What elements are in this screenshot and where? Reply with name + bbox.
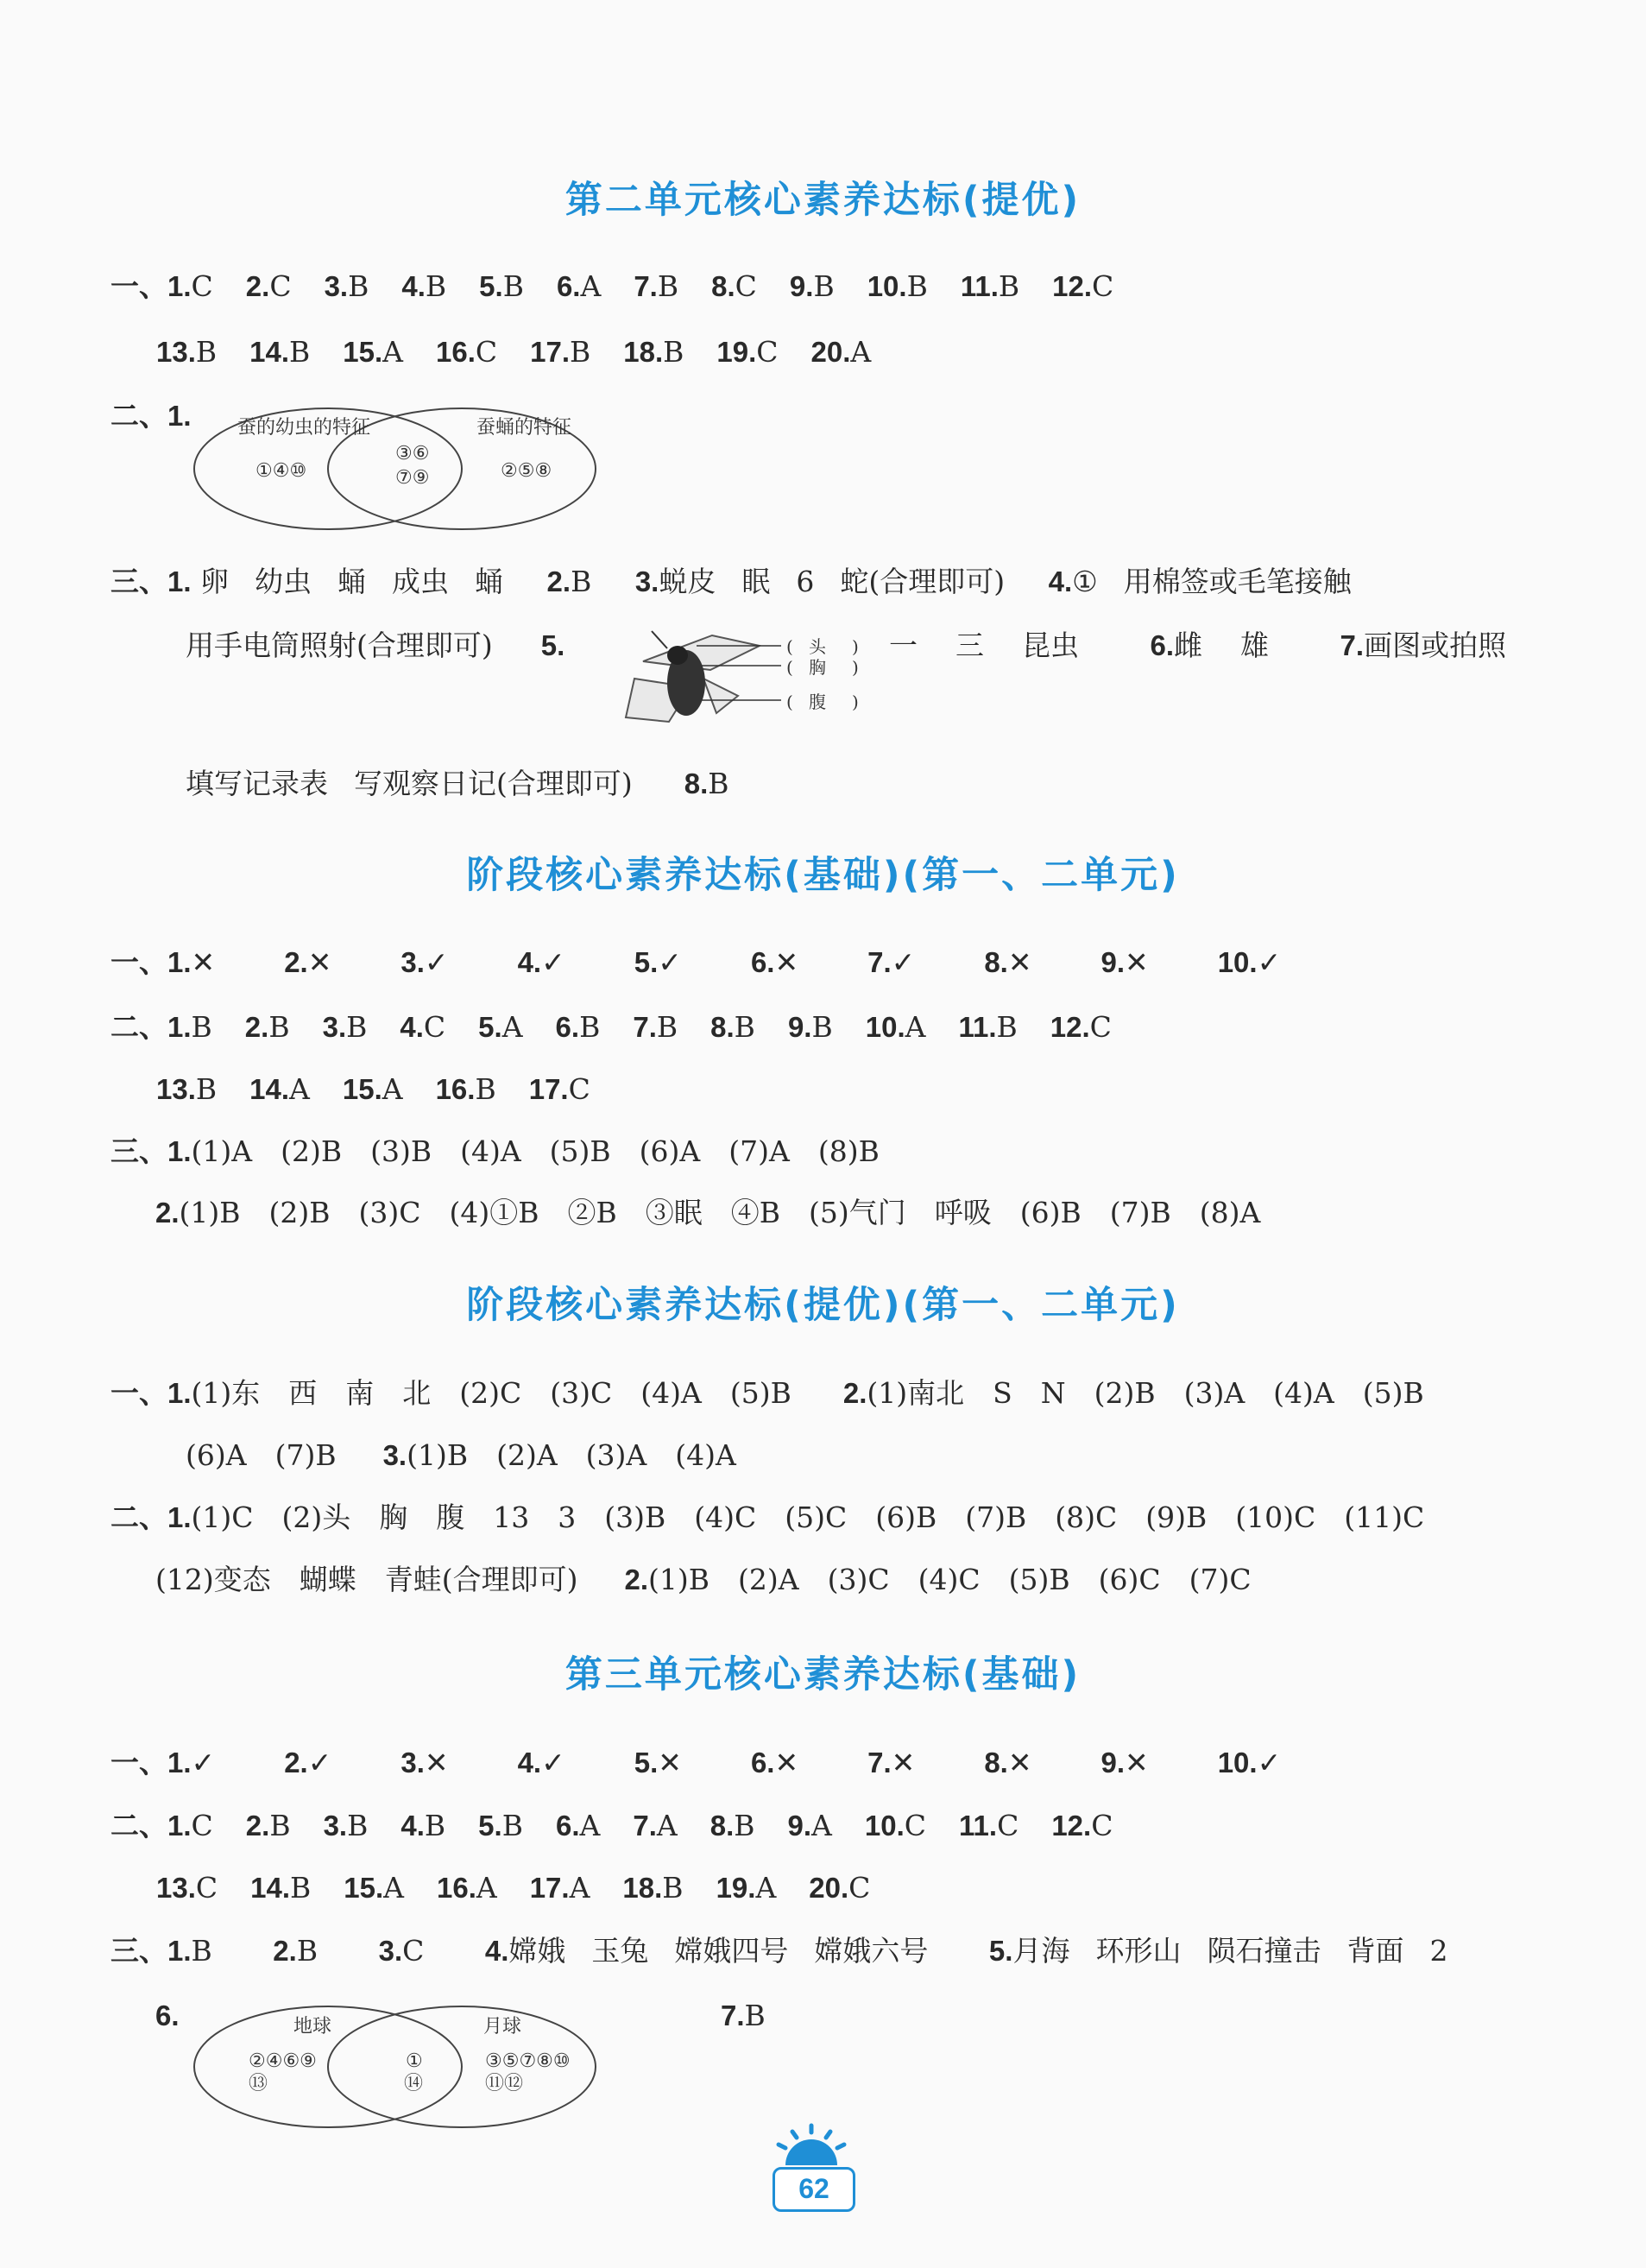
venn2-mid-line2: ⑭ <box>404 2073 424 2094</box>
question-number: 11. <box>960 270 999 302</box>
answer-value: ✕ <box>1007 945 1032 979</box>
answer-item <box>343 335 403 370</box>
answer-item <box>865 1809 926 1843</box>
answer-value: A <box>383 1871 404 1905</box>
answer-value: B <box>662 1871 684 1905</box>
answer-item <box>167 945 215 980</box>
s3-line3: 二、1.(1)C (2)头 胸 腹 13 3 (3)B (4)C (5)C (6)B (7)B (8)C (9)B (10)C (11)C <box>110 1500 1425 1534</box>
answer-item <box>623 335 684 370</box>
answer-item <box>250 1871 311 1905</box>
question-number: 1. <box>167 270 192 302</box>
s2-part3-line1: 三、1.(1)A (2)B (3)B (4)A (5)B (6)A (7)A (8)B <box>110 1134 880 1168</box>
question-number: 4. <box>401 270 426 302</box>
question-number: 8. <box>711 270 735 302</box>
question-number: 12. <box>1052 270 1093 302</box>
question-number: 7. <box>633 1011 657 1043</box>
question-number: 8. <box>709 1810 735 1842</box>
insect-diagram <box>609 627 867 730</box>
answer-item <box>1218 945 1282 980</box>
question-number: 1. <box>167 946 192 978</box>
answer-item <box>249 335 310 370</box>
answer-item <box>246 1809 291 1843</box>
answer-value: B <box>811 1010 833 1044</box>
answer-value: ✓ <box>658 945 682 979</box>
answer-value: B <box>268 1010 290 1044</box>
answer-value: A <box>580 269 602 303</box>
answer-value: ✕ <box>1125 945 1149 979</box>
answer-value: C <box>423 1010 446 1044</box>
answer-value: ✓ <box>307 1746 332 1779</box>
answer-item <box>1101 1746 1149 1780</box>
svg-text:): ) <box>852 636 859 657</box>
answer-value: C <box>269 269 292 303</box>
answer-item <box>984 945 1031 980</box>
answer-value: A <box>289 1072 310 1106</box>
question-number: 5. <box>479 270 503 302</box>
question-number: 3. <box>322 1011 347 1043</box>
question-number: 3. <box>324 270 349 302</box>
question-number: 5. <box>634 1747 659 1778</box>
answer-item <box>478 1809 523 1843</box>
answer-value: ✕ <box>658 1746 682 1779</box>
part-prefix: 一、 <box>110 269 167 303</box>
question-number: 7. <box>633 1810 657 1842</box>
answer-item <box>529 1072 590 1107</box>
question-number: 6. <box>556 270 581 302</box>
answer-item <box>1050 1010 1112 1045</box>
answer-item <box>961 269 1019 304</box>
answer-item <box>710 1809 755 1843</box>
s4-part2-line2 <box>156 1871 903 1905</box>
venn-mid-line1: ③⑥ <box>395 443 430 464</box>
part-prefix: 一、 <box>110 945 167 979</box>
section-title-4: 第三单元核心素养达标(基础) <box>564 1653 1082 1696</box>
venn-right-title: 蚕蛹的特征 <box>476 417 572 439</box>
answer-value: B <box>346 1010 368 1044</box>
s4-q6-label: 6. <box>155 2000 180 2031</box>
answer-value: C <box>475 335 498 369</box>
s1-part1-line1 <box>110 269 1146 304</box>
question-number: 7. <box>867 946 892 978</box>
s3-line4: (12)变态 蝴蝶 青蛙(合理即可) 2.(1)B (2)A (3)C (4)C (5)B (6)C (7)C <box>155 1563 1252 1596</box>
question-number: 16. <box>436 336 476 368</box>
insect-label-head: 头 <box>809 636 826 657</box>
answer-item <box>1051 1809 1113 1843</box>
answer-value: C <box>1092 269 1114 303</box>
answer-item <box>284 1746 331 1780</box>
svg-text:(: ( <box>786 692 793 712</box>
answer-value: ✕ <box>774 945 799 979</box>
answer-value: B <box>734 1010 755 1044</box>
answer-value: B <box>502 269 524 303</box>
answer-item <box>1052 269 1113 304</box>
answer-value: A <box>755 1871 777 1905</box>
answer-value: B <box>269 1809 291 1842</box>
answer-item <box>401 269 446 304</box>
answer-item <box>557 269 601 304</box>
answer-item <box>156 1072 217 1107</box>
answer-item <box>436 1072 496 1107</box>
answer-value: C <box>191 269 213 303</box>
question-number: 17. <box>528 1073 569 1105</box>
answer-value: A <box>382 1072 403 1106</box>
question-number: 1. <box>167 1011 192 1043</box>
question-number: 2. <box>284 946 308 978</box>
answer-item <box>711 269 757 304</box>
answer-item <box>479 269 524 304</box>
s1-part3-line1: 三、1. 卵 幼虫 蛹 成虫 蛹 2.B 3.蜕皮 眠 6 蛇(合理即可) 4.① 用棉签或毛笔接触 <box>110 565 1352 598</box>
question-number: 10. <box>865 1011 905 1043</box>
answer-value: ✕ <box>424 1746 449 1779</box>
answer-value: C <box>735 269 757 303</box>
question-number: 9. <box>789 270 814 302</box>
answer-item <box>249 1072 310 1107</box>
answer-item <box>156 1871 218 1905</box>
question-number: 14. <box>249 1073 290 1105</box>
answer-value: B <box>906 269 928 303</box>
answer-item <box>867 269 928 304</box>
sun-icon <box>768 2122 855 2165</box>
question-number: 1. <box>167 1747 192 1778</box>
answer-value: A <box>476 1871 497 1905</box>
question-number: 17. <box>529 1872 570 1904</box>
answer-value: B <box>289 335 311 369</box>
part-prefix: 二、 <box>110 1809 167 1842</box>
venn2-left-line1: ②④⑥⑨ <box>249 2050 317 2072</box>
answer-value: B <box>998 269 1020 303</box>
question-number: 15. <box>342 1073 382 1105</box>
answer-value: B <box>656 1010 678 1044</box>
question-number: 1. <box>167 1810 192 1842</box>
question-number: 19. <box>716 336 757 368</box>
question-number: 9. <box>787 1810 812 1842</box>
venn-left-title: 蚕的幼虫的特征 <box>237 417 371 439</box>
question-number: 4. <box>400 1810 425 1842</box>
question-number: 4. <box>400 1011 424 1043</box>
answer-item <box>633 1010 678 1045</box>
part-prefix: 一、 <box>110 1746 167 1779</box>
answer-item <box>958 1010 1017 1045</box>
s4-part3-line1: 三、1.B 2.B 3.C 4.嫦娥 玉兔 嫦娥四号 嫦娥六号 5.月海 环形山 陨石撞击 背面 2 <box>110 1934 1448 1968</box>
answer-value: B <box>424 1809 446 1842</box>
question-number: 11. <box>958 1011 997 1043</box>
question-number: 14. <box>249 336 290 368</box>
answer-item <box>167 1010 212 1045</box>
s1-part2-label: 二、1. <box>110 399 192 433</box>
answer-value: A <box>501 1010 523 1044</box>
answer-value: A <box>656 1809 678 1842</box>
s2-part3-line2: 2.(1)B (2)B (3)C (4)①B ②B ③眠 ④B (5)气门 呼吸 (6)B (7)B (8)A <box>155 1196 1261 1229</box>
answer-item <box>400 1809 445 1843</box>
answer-value: B <box>657 269 679 303</box>
answer-value: B <box>579 1010 601 1044</box>
answer-value: B <box>195 1072 218 1106</box>
answer-value: ✓ <box>541 945 565 979</box>
answer-value: ✓ <box>1257 1746 1282 1779</box>
answer-item <box>788 1809 832 1843</box>
venn2-right-line1: ③⑤⑦⑧⑩ <box>485 2050 571 2072</box>
answer-item <box>167 1809 213 1843</box>
question-number: 16. <box>436 1872 476 1904</box>
question-number: 10. <box>864 1810 905 1842</box>
answer-value: C <box>904 1809 927 1842</box>
question-number: 9. <box>787 1011 812 1043</box>
answer-value: B <box>195 335 218 369</box>
s1-part3-line2a: 用手电筒照射(合理即可) 5. <box>186 629 565 662</box>
question-number: 18. <box>623 336 664 368</box>
s4-part2-line1 <box>110 1809 1145 1843</box>
answer-value: C <box>191 1809 213 1842</box>
answer-item <box>530 1871 590 1905</box>
answer-value: A <box>811 1809 832 1842</box>
question-number: 8. <box>710 1011 735 1043</box>
s1-part1-line2 <box>156 335 904 370</box>
answer-item <box>437 1871 497 1905</box>
venn2-mid-line1: ① <box>406 2050 423 2072</box>
answer-value: C <box>195 1871 218 1905</box>
answer-item <box>156 335 217 370</box>
answer-item <box>400 1010 445 1045</box>
s4-part1 <box>110 1746 1350 1780</box>
answer-value: B <box>348 269 369 303</box>
answer-item <box>556 1010 601 1045</box>
answer-item <box>867 945 915 980</box>
answer-value: A <box>850 335 872 369</box>
svg-text:(: ( <box>786 636 793 657</box>
answer-item <box>716 1871 777 1905</box>
question-number: 5. <box>634 946 659 978</box>
question-number: 17. <box>530 336 570 368</box>
answer-item <box>809 1871 870 1905</box>
answer-value: ✓ <box>424 945 449 979</box>
s2-part1 <box>110 945 1350 980</box>
answer-value: C <box>756 335 779 369</box>
answer-item <box>1101 945 1149 980</box>
answer-value: B <box>191 1010 212 1044</box>
venn-diagram-earth-moon <box>181 2000 647 2146</box>
answer-value: B <box>475 1072 496 1106</box>
question-number: 15. <box>343 336 383 368</box>
answer-value: ✕ <box>1007 1746 1032 1779</box>
answer-item <box>751 945 798 980</box>
venn2-right-title: 月球 <box>483 2016 522 2037</box>
answer-item <box>530 335 590 370</box>
insect-label-chest: 胸 <box>809 657 826 678</box>
question-number: 4. <box>517 946 542 978</box>
answer-item <box>634 945 682 980</box>
answer-item <box>518 1746 565 1780</box>
question-number: 3. <box>323 1810 348 1842</box>
question-number: 3. <box>400 1747 425 1778</box>
answer-value: A <box>579 1809 601 1842</box>
question-number: 20. <box>809 1872 849 1904</box>
svg-text:(: ( <box>786 657 793 678</box>
question-number: 2. <box>284 1747 308 1778</box>
question-number: 5. <box>478 1011 502 1043</box>
answer-item <box>167 1746 215 1780</box>
answer-item <box>323 1010 368 1045</box>
question-number: 10. <box>1217 946 1258 978</box>
answer-item <box>400 945 448 980</box>
answer-item <box>622 1871 683 1905</box>
answer-item <box>478 1010 522 1045</box>
answer-item <box>518 945 565 980</box>
s2-part2-line1 <box>110 1010 1145 1045</box>
answer-value: C <box>848 1871 871 1905</box>
answer-item <box>790 269 835 304</box>
answer-item <box>866 1010 926 1045</box>
question-number: 13. <box>156 1872 196 1904</box>
section-title-1: 第二单元核心素养达标(提优) <box>564 179 1082 222</box>
answer-item <box>556 1809 600 1843</box>
part-prefix: 二、 <box>110 1010 167 1044</box>
answer-value: C <box>1089 1010 1112 1044</box>
question-number: 2. <box>245 1810 270 1842</box>
answer-value: A <box>569 1871 590 1905</box>
venn-mid-line2: ⑦⑨ <box>395 467 430 489</box>
answer-value: B <box>425 269 447 303</box>
answer-value: B <box>290 1871 312 1905</box>
venn2-left-line2: ⑬ <box>249 2073 268 2094</box>
svg-text:): ) <box>852 657 859 678</box>
answer-value: B <box>347 1809 369 1842</box>
answer-item <box>245 1010 290 1045</box>
answer-item <box>867 1746 915 1780</box>
s4-q7: 7.B <box>721 1999 766 2032</box>
answer-item <box>788 1010 833 1045</box>
answer-value: ✓ <box>191 1746 216 1779</box>
question-number: 7. <box>634 270 658 302</box>
question-number: 16. <box>435 1073 476 1105</box>
answer-item <box>400 1746 448 1780</box>
answer-value: ✕ <box>1125 1746 1149 1779</box>
question-number: 2. <box>244 1011 269 1043</box>
s3-line2: (6)A (7)B 3.(1)B (2)A (3)A (4)A <box>186 1438 736 1472</box>
venn-left-values: ①④⑩ <box>255 460 307 482</box>
answer-value: ✓ <box>1257 945 1282 979</box>
answer-value: B <box>813 269 835 303</box>
question-number: 10. <box>867 270 907 302</box>
s3-line1: 一、1.(1)东 西 南 北 (2)C (3)C (4)A (5)B 2.(1)南北 S N (2)B (3)A (4)A (5)B <box>110 1376 1424 1410</box>
answer-item <box>436 335 497 370</box>
answer-value: ✓ <box>541 1746 565 1779</box>
question-number: 19. <box>716 1872 756 1904</box>
question-number: 13. <box>156 336 196 368</box>
question-number: 8. <box>984 1747 1008 1778</box>
answer-value: ✕ <box>191 945 216 979</box>
venn2-left-title: 地球 <box>293 2016 332 2037</box>
answer-item <box>984 1746 1031 1780</box>
answer-value: B <box>570 335 591 369</box>
question-number: 6. <box>555 1011 580 1043</box>
question-number: 18. <box>622 1872 663 1904</box>
venn-right-values: ②⑤⑧ <box>501 460 552 482</box>
question-number: 9. <box>1100 1747 1126 1778</box>
question-number: 6. <box>750 1747 775 1778</box>
answer-item <box>344 1871 404 1905</box>
venn-diagram-silkworm <box>181 397 647 570</box>
answer-item <box>167 269 213 304</box>
answer-item <box>634 269 678 304</box>
answer-value: ✕ <box>774 1746 799 1779</box>
answer-item <box>959 1809 1019 1843</box>
answer-item <box>324 1809 369 1843</box>
answer-value: C <box>568 1072 590 1106</box>
question-number: 13. <box>156 1073 196 1105</box>
answer-item <box>716 335 778 370</box>
answer-value: B <box>996 1010 1018 1044</box>
question-number: 11. <box>959 1810 998 1842</box>
answer-item <box>710 1010 755 1045</box>
question-number: 10. <box>1217 1747 1258 1778</box>
answer-item <box>325 269 369 304</box>
s1-part3-line2b: 一 三 昆虫 6.雌 雄 7.画图或拍照 <box>889 629 1507 662</box>
question-number: 7. <box>867 1747 892 1778</box>
section-title-3: 阶段核心素养达标(提优)(第一、二单元) <box>466 1284 1180 1327</box>
answer-item <box>751 1746 798 1780</box>
answer-value: B <box>663 335 684 369</box>
question-number: 5. <box>478 1810 502 1842</box>
question-number: 15. <box>344 1872 384 1904</box>
question-number: 12. <box>1051 1810 1092 1842</box>
answer-value: A <box>382 335 403 369</box>
answer-value: B <box>501 1809 523 1842</box>
question-number: 12. <box>1050 1011 1090 1043</box>
answer-item <box>633 1809 677 1843</box>
answer-item <box>1218 1746 1282 1780</box>
answer-value: ✓ <box>891 945 916 979</box>
answer-value: A <box>905 1010 926 1044</box>
answer-item <box>811 335 872 370</box>
question-number: 20. <box>810 336 851 368</box>
question-number: 14. <box>250 1872 290 1904</box>
question-number: 6. <box>555 1810 580 1842</box>
venn2-right-line2: ⑪⑫ <box>485 2073 524 2094</box>
question-number: 6. <box>750 946 775 978</box>
question-number: 4. <box>517 1747 542 1778</box>
insect-label-belly: 腹 <box>809 692 826 712</box>
question-number: 3. <box>400 946 425 978</box>
question-number: 2. <box>245 270 270 302</box>
s1-part3-line3: 填写记录表 写观察日记(合理即可) 8.B <box>186 767 729 800</box>
answer-item <box>343 1072 403 1107</box>
question-number: 8. <box>984 946 1008 978</box>
section-title-2: 阶段核心素养达标(基础)(第一、二单元) <box>466 854 1180 897</box>
answer-value: B <box>734 1809 755 1842</box>
answer-value: C <box>1091 1809 1113 1842</box>
page-number: 62 <box>773 2167 855 2212</box>
answer-item <box>634 1746 682 1780</box>
svg-text:): ) <box>852 692 859 712</box>
answer-item <box>246 269 292 304</box>
question-number: 9. <box>1100 946 1126 978</box>
s2-part2-line2 <box>156 1072 623 1107</box>
answer-item <box>284 945 331 980</box>
answer-value: ✕ <box>307 945 332 979</box>
answer-value: C <box>997 1809 1019 1842</box>
answer-value: ✕ <box>891 1746 916 1779</box>
